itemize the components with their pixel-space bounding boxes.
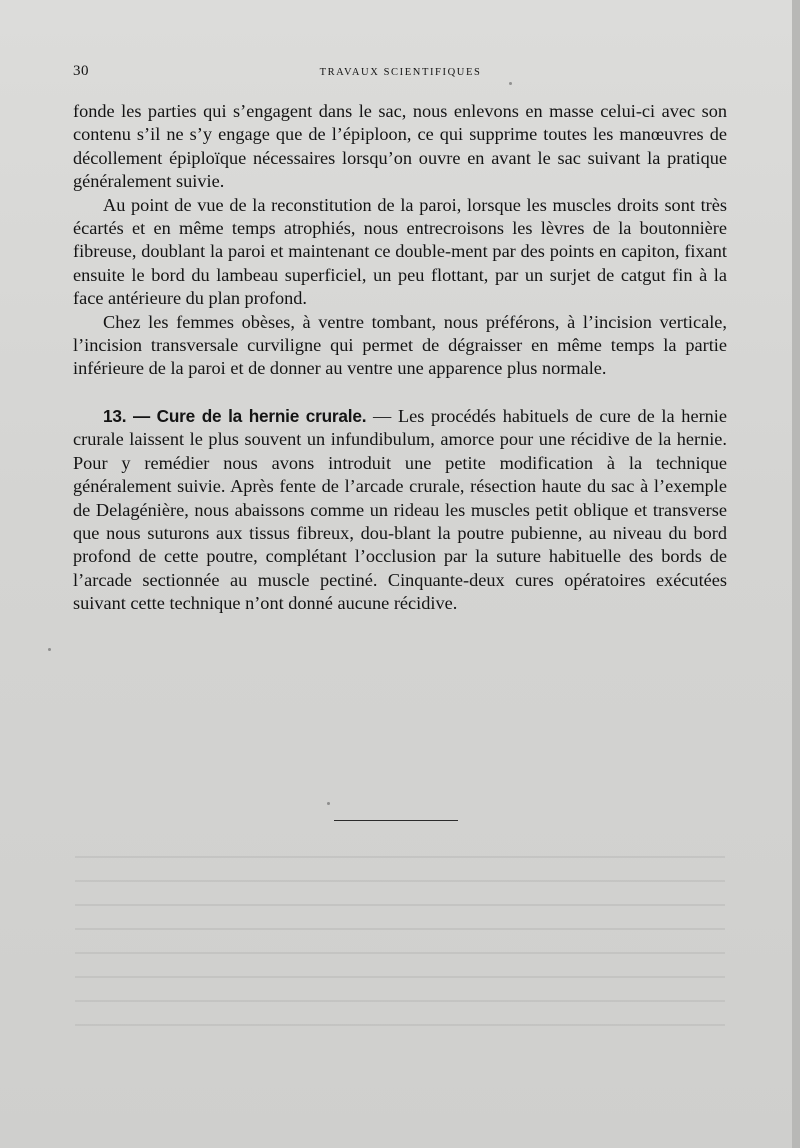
- page-edge-shadow: [792, 0, 800, 1148]
- scan-speck: [327, 802, 330, 805]
- section-13-text: — Les procédés habituels de cure de la hernie crurale laissent le plus souvent un infundibulum, amorce pour une récidive de la hernie. Pour y remédier nous avons introduit une petite modification à la technique généralement suivie. Après fente de l’arcade crurale, résection haute du sac à l’exemple de Delagénière, nous abaissons comme un rideau les muscles petit oblique et transverse que nous suturons aux tissus fibreux, dou-blant la poutre pubienne, au niveau du bord profond de cette poutre, complétant l’occlusion par la suture habituelle des bords de l’arcade sectionnée au muscle pectiné. Cinquante-deux cures opératoires exécutées suivant cette technique n’ont donné aucune récidive.: [73, 405, 727, 614]
- section-13-heading: 13. — Cure de la hernie crurale.: [103, 405, 367, 426]
- scan-speck: [509, 82, 512, 85]
- paragraph-continuation: fonde les parties qui s’engagent dans le sac, nous enlevons en masse celui-ci avec son contenu s’il ne s’y engage que de l’épiploon, ce qui supprime toutes les manœuvres de décollement épiploïque nécessaires lorsqu’on ouvre en avant le sac suivant la pratique généralement suivie.: [73, 101, 727, 192]
- paragraph-obese-patients: Chez les femmes obèses, à ventre tombant, nous préférons, à l’incision verticale, l’incision transversale curviligne qui permet de dégraisser en même temps la partie inférieure de la paroi et de donner au ventre une apparence plus normale.: [73, 311, 727, 379]
- body-text: [73, 100, 727, 616]
- paragraph-wall-reconstruction: Au point de vue de la reconstitution de la paroi, lorsque les muscles droits sont très écartés et en même temps atrophiés, nous entrecroisons les lèvres de la boutonnière fibreuse, doublant la paroi et maintenant ce double-ment par des points en capiton, fixant ensuite le bord du lambeau superficiel, un peu flottant, par un surjet de catgut fin à la face antérieure du plan profond.: [73, 194, 727, 309]
- page-header: [73, 63, 728, 87]
- page-number: 30: [73, 63, 89, 79]
- section-13-paragraph: [73, 405, 727, 616]
- scan-speck: [48, 648, 51, 651]
- running-title: TRAVAUX SCIENTIFIQUES: [319, 67, 482, 78]
- bleed-through-texture: [75, 840, 725, 1040]
- section-divider-rule: [334, 820, 458, 821]
